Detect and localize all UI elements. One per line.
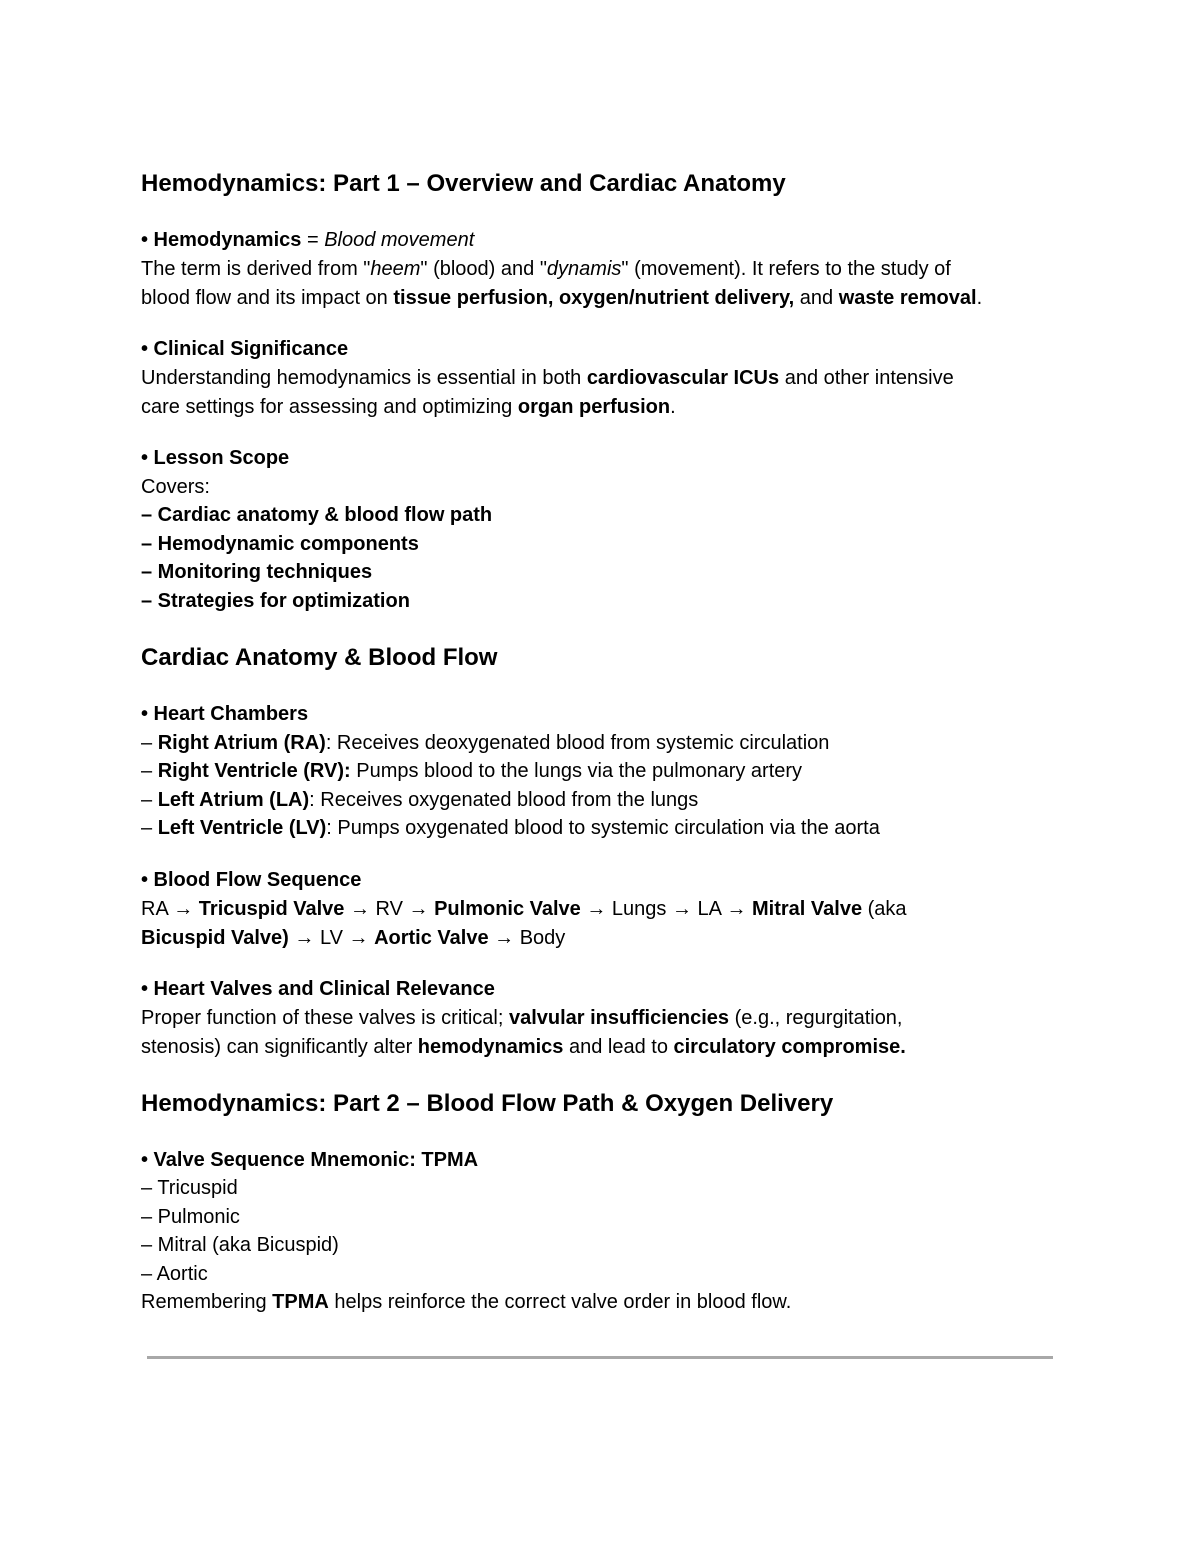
chamber-desc: Pumps blood to the lungs via the pulmonary artery <box>350 760 803 782</box>
valve-name: Aortic Valve <box>374 927 489 949</box>
term-heem: heem <box>370 258 421 280</box>
clinical-text-line-2 <box>141 395 676 419</box>
equals-sign: = <box>301 229 325 251</box>
text: → Body <box>488 927 566 949</box>
valve-name: Pulmonic Valve <box>434 898 581 920</box>
chamber-desc: : Receives oxygenated blood from the lungs <box>309 789 699 811</box>
bullet-label: • Blood Flow Sequence <box>141 869 362 891</box>
chamber-desc: : Receives deoxygenated blood from systemic circulation <box>325 732 830 754</box>
text: and <box>794 287 839 309</box>
list-item <box>141 503 492 527</box>
chamber-name: Left Atrium (LA) <box>157 789 310 811</box>
bullet-label: • Heart Chambers <box>141 703 309 725</box>
list-item: – Aortic <box>141 1263 208 1285</box>
mnemonic-closing <box>141 1290 791 1314</box>
definition: Blood movement <box>324 229 475 251</box>
chamber-item <box>141 788 698 812</box>
lesson-scope-bullet <box>141 446 289 470</box>
chamber-item <box>141 759 802 783</box>
text: → Lungs → LA → <box>580 898 753 920</box>
dash: – <box>141 817 158 839</box>
emphasis: tissue perfusion, oxygen/nutrient delivery, <box>393 287 795 309</box>
text: and lead to <box>563 1036 674 1058</box>
valves-text-line-1 <box>141 1006 903 1030</box>
text: and other intensive <box>779 367 954 389</box>
text: Understanding hemodynamics is essential in both <box>141 367 587 389</box>
list-item: – Pulmonic <box>141 1206 240 1228</box>
emphasis: valvular insufficiencies <box>508 1007 730 1029</box>
dash: – <box>141 760 158 782</box>
text: . <box>976 287 983 309</box>
list-item-text: – Strategies for optimization <box>141 590 410 612</box>
bullet-label: • Lesson Scope <box>141 447 290 469</box>
blood-flow-sequence-bullet <box>141 868 361 892</box>
valve-name: Tricuspid Valve <box>198 898 345 920</box>
list-item: – Mitral (aka Bicuspid) <box>141 1234 339 1256</box>
bullet-label: • Clinical Significance <box>141 338 349 360</box>
text: " (blood) and " <box>420 258 547 280</box>
valve-name: Mitral Valve <box>752 898 863 920</box>
chamber-name: Right Atrium (RA) <box>157 732 326 754</box>
covers-label: Covers: <box>141 476 210 498</box>
text: helps reinforce the correct valve order in blood flow. <box>328 1291 792 1313</box>
text: (aka <box>862 898 907 920</box>
heart-valves-bullet <box>141 977 495 1001</box>
emphasis: TPMA <box>272 1291 329 1313</box>
text: Proper function of these valves is critical; <box>141 1007 509 1029</box>
text: care settings for assessing and optimizing <box>141 396 518 418</box>
term-dynamis: dynamis <box>546 258 622 280</box>
heart-chambers-bullet <box>141 702 308 726</box>
text: blood flow and its impact on <box>141 287 394 309</box>
text: → LV → <box>288 927 375 949</box>
heading-cardiac-anatomy: Cardiac Anatomy & Blood Flow <box>141 644 498 671</box>
bullet-label: • Valve Sequence Mnemonic: TPMA <box>141 1149 479 1171</box>
chamber-item <box>141 731 829 755</box>
sequence-line-1 <box>141 897 907 921</box>
emphasis: cardiovascular ICUs <box>586 367 780 389</box>
valve-name: Bicuspid Valve) <box>141 927 289 949</box>
list-item-text: – Monitoring techniques <box>141 561 373 583</box>
text: → RV → <box>344 898 435 920</box>
emphasis: organ perfusion <box>517 396 671 418</box>
clinical-significance-bullet <box>141 337 348 361</box>
text: The term is derived from " <box>141 258 371 280</box>
chamber-item <box>141 816 880 840</box>
dash: – <box>141 732 158 754</box>
bullet-label: • Heart Valves and Clinical Relevance <box>141 978 495 1000</box>
text: Remembering <box>141 1291 273 1313</box>
valves-text-line-2 <box>141 1035 906 1059</box>
mnemonic-bullet <box>141 1148 478 1172</box>
hemodynamics-bullet <box>141 228 474 252</box>
list-item <box>141 532 419 556</box>
text: " (movement). It refers to the study of <box>621 258 951 280</box>
heading-part-1: Hemodynamics: Part 1 – Overview and Cardiac Anatomy <box>141 170 786 197</box>
list-item-text: – Cardiac anatomy & blood flow path <box>141 504 493 526</box>
dash: – <box>141 789 158 811</box>
list-item <box>141 560 372 584</box>
list-item-text: – Hemodynamic components <box>141 533 419 555</box>
heading-part-2: Hemodynamics: Part 2 – Blood Flow Path & Oxygen Delivery <box>141 1090 834 1117</box>
chamber-desc: : Pumps oxygenated blood to systemic circulation via the aorta <box>326 817 880 839</box>
hemodynamics-text-line-1 <box>141 257 951 281</box>
clinical-text-line-1 <box>141 366 954 390</box>
sequence-line-2 <box>141 926 565 950</box>
chamber-name: Right Ventricle (RV): <box>157 760 351 782</box>
text: stenosis) can significantly alter <box>141 1036 418 1058</box>
text: RA → <box>141 898 199 920</box>
text: (e.g., regurgitation, <box>729 1007 903 1029</box>
text: . <box>670 396 676 418</box>
emphasis: circulatory compromise. <box>673 1036 906 1058</box>
list-item <box>141 589 410 613</box>
bullet-label: • Hemodynamics <box>141 229 302 251</box>
list-item: – Tricuspid <box>141 1177 238 1199</box>
chamber-name: Left Ventricle (LV) <box>157 817 327 839</box>
emphasis: waste removal <box>838 287 977 309</box>
hemodynamics-text-line-2 <box>141 286 982 310</box>
emphasis: hemodynamics <box>417 1036 564 1058</box>
horizontal-rule <box>147 1356 1053 1359</box>
